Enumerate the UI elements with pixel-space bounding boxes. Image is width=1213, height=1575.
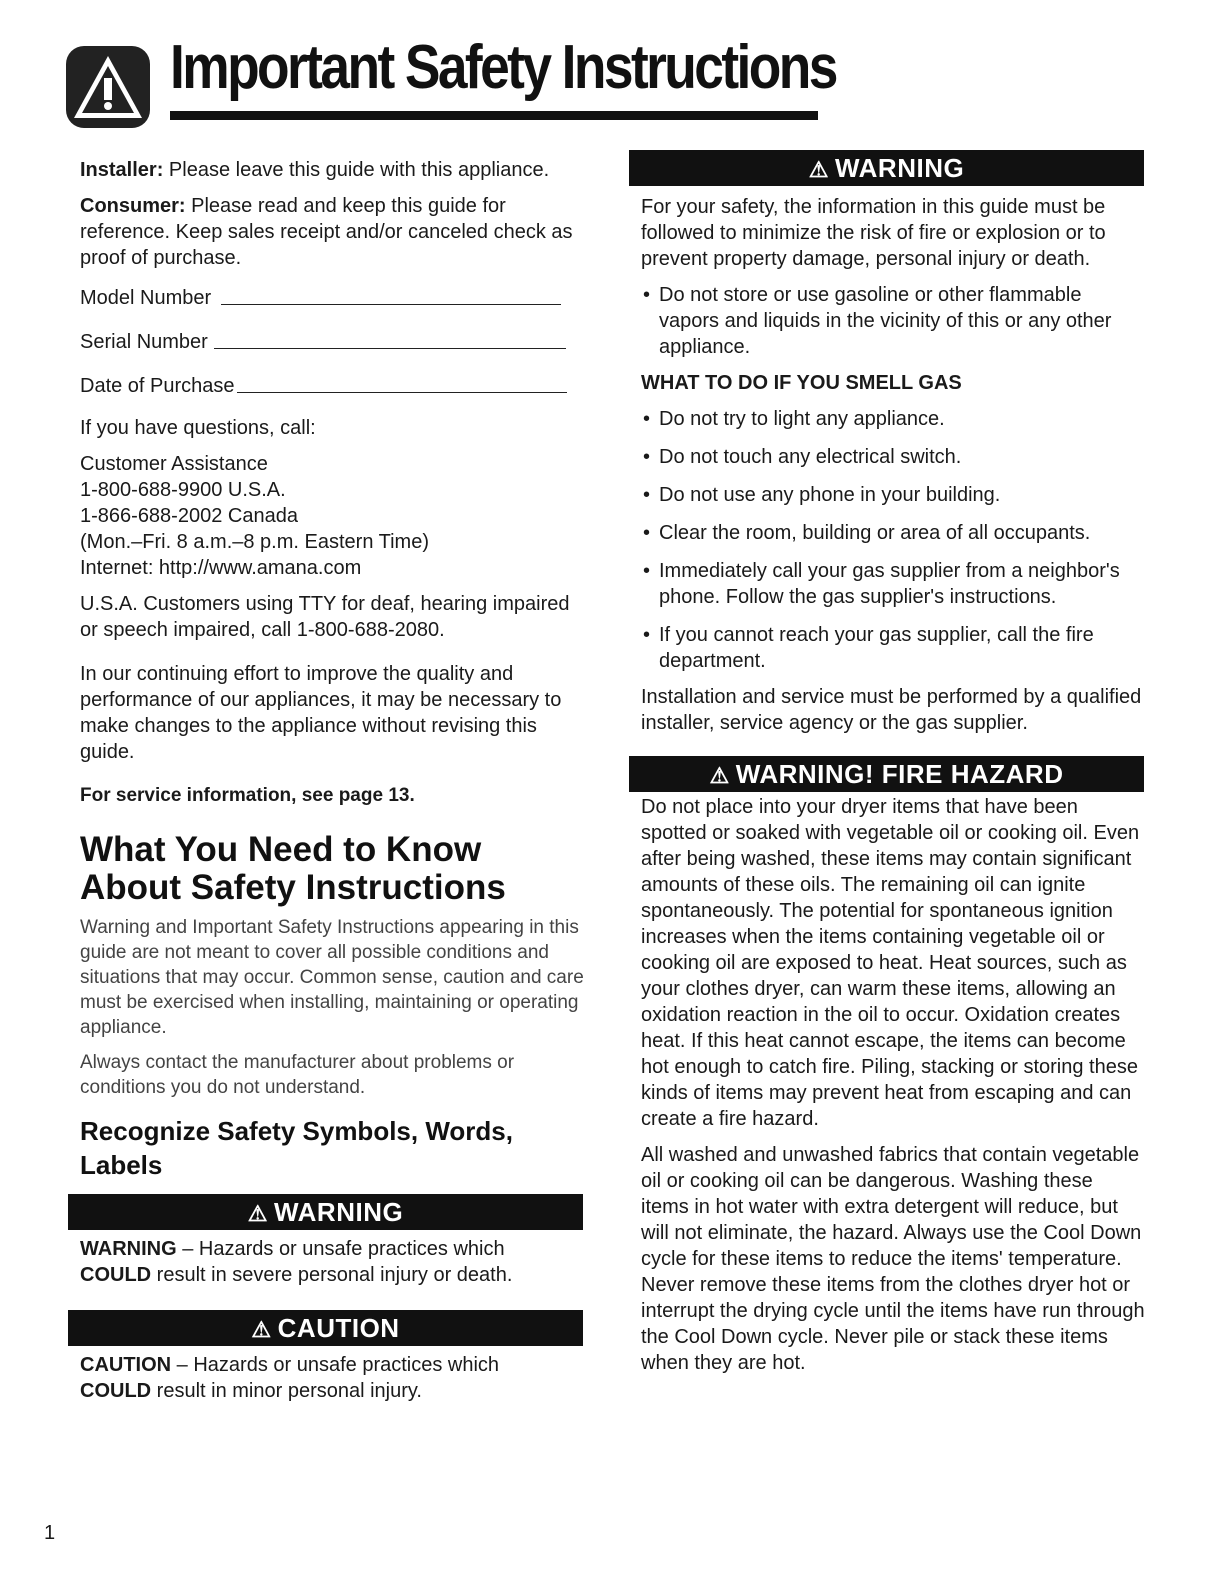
installer-label: Installer: [80,159,164,181]
warning-definition [80,1236,585,1288]
caution-def-text: – Hazards or unsafe practices which [171,1354,500,1376]
warning-bar-text: WARNING [274,1197,404,1227]
date-of-purchase-label: Date of Purchase [80,375,235,397]
serial-number-field[interactable] [80,329,585,355]
left-column [80,157,585,1404]
fire-paragraph-1: Do not place into your dryer items that have been spotted or soaked with vegetable oil or cooking oil. Even after being washed, these items may contain significant amounts of these oils. The remaining oil can ignite spontaneously. The potential for spontaneous ignition increases when the items containing vegetable oil or cooking oil are exposed to heat. Heat sources, such as your clothes dryer, can warm these items, allowing an oxidation reaction in the oil to occur. Oxidation creates heat. If this heat cannot escape, the items can become hot enough to catch fire. Piling, stacking or storing these kinds of items may prevent heat from escaping and can create a fire hazard. [641,796,1140,1130]
caution-label-bar [68,1310,583,1346]
page-number: 1 [44,1522,56,1544]
internet-link[interactable]: Internet: http://www.amana.com [80,557,362,579]
caution-bar-text: CAUTION [277,1313,400,1343]
model-number-line[interactable] [221,304,561,305]
gasoline-list [641,282,1146,360]
consumer-paragraph [80,193,585,271]
fire-bar-text: WARNING! FIRE HAZARD [735,759,1064,789]
list-item: • Do not try to light any appliance. [641,406,1146,432]
continuing-paragraph: In our continuing effort to improve the quality and performance of our appliances, it may be necessary to make changes to the appliance without revising this guide. [80,663,562,763]
warning-triangle-icon: ⚠ [709,763,730,788]
serial-number-line[interactable] [214,348,566,349]
model-number-label: Model Number [80,287,212,309]
warning-word: WARNING [80,1238,177,1260]
know-heading: What You Need to Know About Safety Instructions [80,830,506,907]
caution-definition [80,1352,585,1404]
assistance-line: Customer Assistance [80,453,268,475]
warning-label-bar [68,1194,583,1230]
fire-hazard-bar [629,756,1144,792]
list-item: • If you cannot reach your gas supplier, call the fire department. [641,622,1146,674]
assistance-line: (Mon.–Fri. 8 a.m.–8 p.m. Eastern Time) [80,531,429,553]
page-title: Important Safety Instructions [170,33,836,102]
right-column [641,150,1146,1376]
list-item: • Do not use any phone in your building. [641,482,1146,508]
warning-bar-text: WARNING [835,153,965,183]
could-word: COULD [80,1264,152,1286]
model-number-field[interactable] [80,285,585,311]
date-of-purchase-field[interactable] [80,373,585,399]
installer-paragraph [80,157,585,183]
warning-def-text: result in severe personal injury or death. [151,1264,513,1286]
assistance-line: 1-866-688-2002 Canada [80,505,298,527]
service-info: For service information, see page 13. [80,785,415,806]
warning-def-text: – Hazards or unsafe practices which [176,1238,505,1260]
caution-def-text: result in minor personal injury. [151,1380,422,1402]
list-item: • Do not store or use gasoline or other flammable vapors and liquids in the vicinity of this or any other appliance. [641,282,1146,360]
smell-gas-heading: WHAT TO DO IF YOU SMELL GAS [641,372,962,394]
fire-paragraph-2: All washed and unwashed fabrics that contain vegetable oil or cooking oil can be dangerous. Washing these items in hot water with extra detergent will reduce, but will not eliminate, the hazard. Always use the Cool Down cycle for these items to reduce the items' temperature. Never remove these items from the clothes dryer hot or interrupt the drying cycle until the items have run through the Cool Down cycle. Never pile or stack these items when they are hot. [641,1144,1145,1374]
date-of-purchase-line[interactable] [237,392,567,393]
recognize-heading: Recognize Safety Symbols, Words, Labels [80,1116,513,1180]
installation-paragraph: Installation and service must be performed by a qualified installer, service agency or the gas supplier. [641,686,1142,734]
customer-assistance [80,451,585,581]
caution-triangle-icon: ⚠ [251,1317,272,1342]
installer-text: Please leave this guide with this appliance. [163,159,550,181]
serial-number-label: Serial Number [80,331,208,353]
could-word: COULD [80,1380,152,1402]
know-paragraph-1: Warning and Important Safety Instructions appearing in this guide are not meant to cover all possible conditions and situations that may occur. Common sense, caution and care must be exercised when installing, maintaining or operating appliance. [80,917,584,1038]
assistance-line: 1-800-688-9900 U.S.A. [80,479,286,501]
tty-paragraph: U.S.A. Customers using TTY for deaf, hearing impaired or speech impaired, call 1-800-688-2080. [80,593,570,641]
consumer-text: Please read and keep this guide for reference. Keep sales receipt and/or canceled check as proof of purchase. [80,195,573,269]
warning-triangle-icon: ⚠ [247,1201,269,1226]
questions-text: If you have questions, call: [80,417,316,439]
know-paragraph-2: Always contact the manufacturer about problems or conditions you do not understand. [80,1052,515,1098]
list-item: • Clear the room, building or area of all occupants. [641,520,1146,546]
warning-triangle-icon: ⚠ [808,157,830,182]
warning-bar [629,150,1144,186]
list-item: • Do not touch any electrical switch. [641,444,1146,470]
list-item: • Immediately call your gas supplier from a neighbor's phone. Follow the gas supplier's instructions. [641,558,1146,610]
caution-word: CAUTION [80,1354,172,1376]
title-underline [170,111,818,120]
safety-paragraph: For your safety, the information in this guide must be followed to minimize the risk of fire or explosion or to prevent property damage, personal injury or death. [641,196,1106,270]
gas-bullets [641,406,1146,674]
consumer-label: Consumer: [80,195,186,217]
safety-alert-icon [66,46,150,128]
